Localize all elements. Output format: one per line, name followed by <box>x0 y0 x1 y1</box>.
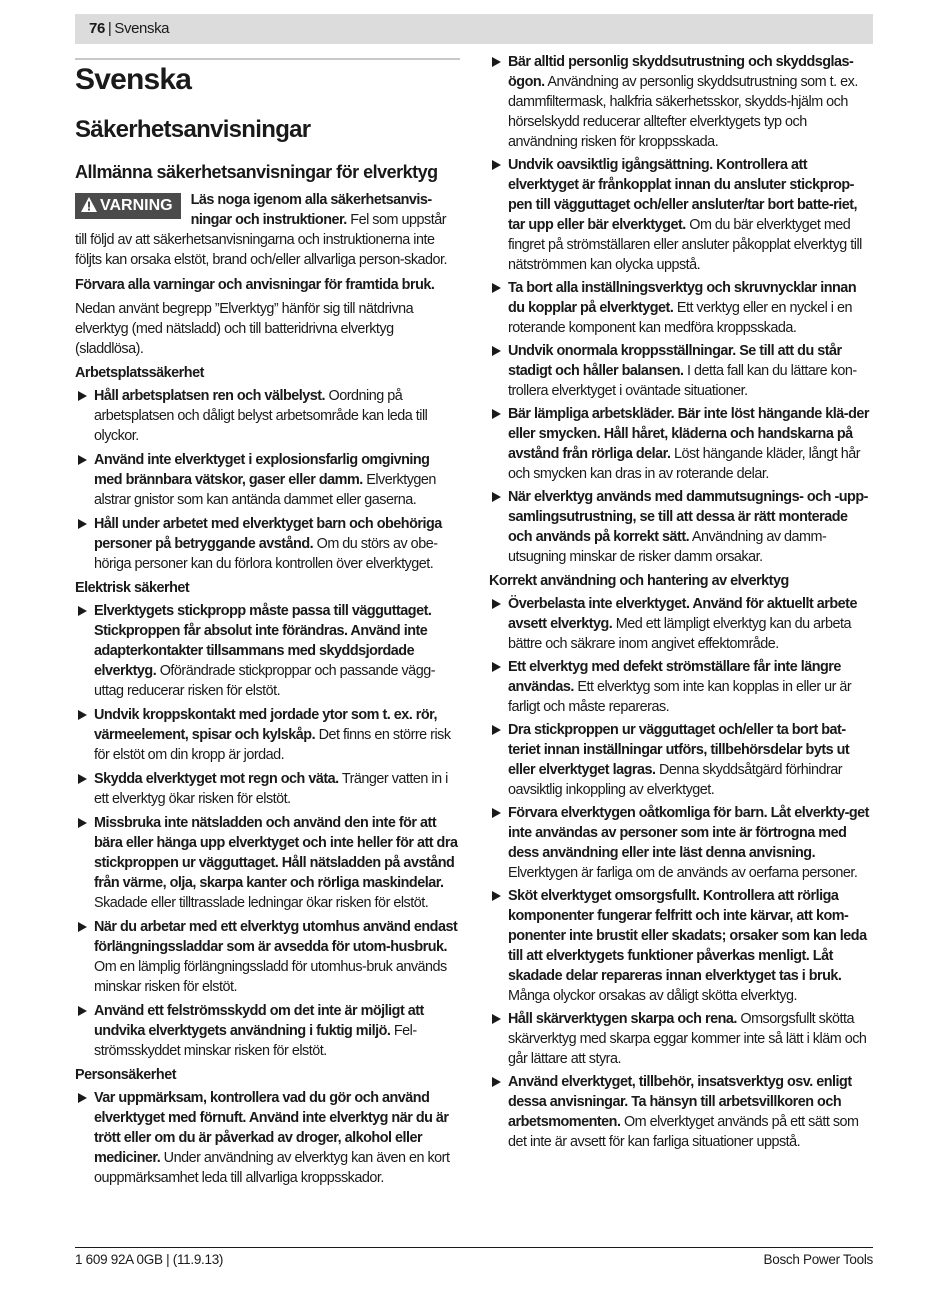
workplace-title: Arbetsplatssäkerhet <box>75 365 204 381</box>
item-bold: Överbelasta inte elverktyget. Använd för aktuellt arbete avsett elverktyg. <box>508 596 857 632</box>
item-bold: Sköt elverktyget omsorgsfullt. Kontrollera att rörliga komponenter fungerar felfritt och inte kärvar, att kom-ponenter inte brustit eller skadats; orsaker som kan leda till att elverktygets funktioner påverkas menligt. Låt skadade delar repareras innan elverktyget tas i bruk. <box>508 888 867 984</box>
electrical-title: Elektrisk säkerhet <box>75 580 190 596</box>
item-bold: Missbruka inte nätsladden och använd den inte för att bära eller hänga upp elverktyget och inte heller för att dra stickproppen ur vägguttaget. Håll nätsladden på avstånd från värme, olja, skarpa kanter och rörliga maskindelar. <box>94 815 458 891</box>
list-item <box>489 886 875 1006</box>
bullet-arrow-icon <box>78 606 87 616</box>
bullet-arrow-icon <box>492 283 501 293</box>
item-text: Oordning på arbetsplatsen och dåligt belyst arbetsområde kan leda till olyckor. <box>94 388 428 444</box>
bullet-arrow-icon <box>492 1077 501 1087</box>
item-text: Omsorgsfullt skötta skärverktyg med skarpa eggar kommer inte så lätt i kläm och går lättare att styra. <box>508 1011 867 1067</box>
item-bold: Dra stickproppen ur vägguttaget och/eller ta bort bat-teriet innan inställningar utförs, tillbehörsdelar byts ut eller elverktyget lagras. <box>508 722 850 778</box>
footer-rule <box>75 1247 873 1248</box>
item-text: Ett verktyg eller en nyckel i en roterande komponent kan medföra kroppsskada. <box>508 300 853 336</box>
bullet-arrow-icon <box>78 922 87 932</box>
bullet-arrow-icon <box>492 662 501 672</box>
bullet-arrow-icon <box>492 492 501 502</box>
list-item <box>489 341 875 401</box>
list-item <box>75 1001 460 1061</box>
bullet-arrow-icon <box>492 160 501 170</box>
item-text: Om elverktyget används på ett sätt som det inte är avsett för kan farliga situationer uppstå. <box>508 1114 859 1150</box>
bullet-arrow-icon <box>78 1093 87 1103</box>
item-text: Skadade eller tilltrasslade ledningar ökar risken för elstöt. <box>94 895 429 911</box>
list-item <box>75 813 460 913</box>
definition-text: Nedan använt begrepp ”Elverktyg” hänför sig till nätdrivna elverktyg (med nätsladd) och till batteridrivna elverktyg (sladdlösa). <box>75 301 414 357</box>
list-item <box>75 769 460 809</box>
warning-body: Fel som uppstår till följd av att säkerhetsanvisningarna och instruktionerna inte följts kan orsaka elstöt, brand och/eller allvarliga person-skador. <box>75 212 448 268</box>
bullet-arrow-icon <box>78 774 87 784</box>
subsection-title: Allmänna säkerhetsanvisningar för elverktyg <box>75 162 438 182</box>
bullet-arrow-icon <box>78 519 87 529</box>
footer-doc-number: 1 609 92A 0GB | (11.9.13) <box>75 1252 224 1267</box>
header-separator: | <box>107 20 112 37</box>
list-item <box>75 705 460 765</box>
list-item <box>489 487 875 567</box>
item-text: Tränger vatten in i ett elverktyg ökar risken för elstöt. <box>94 771 448 807</box>
item-bold: Förvara elverktygen oåtkomliga för barn. Låt elverkty-get inte användas av personer som inte är förtrogna med dess användning eller inte läst denna anvisning. <box>508 805 869 861</box>
list-item <box>75 386 460 446</box>
list-item <box>75 601 460 701</box>
item-text: Fel-strömsskyddet minskar risken för elstöt. <box>94 1023 417 1059</box>
item-text: Denna skyddsåtgärd förhindrar oavsiktlig inkoppling av elverktyget. <box>508 762 843 798</box>
item-bold: Skydda elverktyget mot regn och väta. <box>94 771 339 787</box>
list-item <box>489 720 875 800</box>
page-number: 76 <box>89 20 105 37</box>
item-bold: Var uppmärksam, kontrollera vad du gör och använd elverktyget med förnuft. Använd inte elverktyg när du är trött eller om du är påverkad av droger, alkohol eller mediciner. <box>94 1090 449 1166</box>
item-bold: Använd elverktyget, tillbehör, insatsverktyg osv. enligt dessa anvisningar. Ta hänsyn till arbetsvillkoren och arbetsmomenten. <box>508 1074 852 1130</box>
bullet-arrow-icon <box>78 1006 87 1016</box>
list-item <box>489 1009 875 1069</box>
bullet-arrow-icon <box>492 409 501 419</box>
bullet-arrow-icon <box>492 346 501 356</box>
warning-triangle-icon <box>81 197 97 212</box>
item-bold: Håll under arbetet med elverktyget barn och obehöriga personer på betryggande avstånd. <box>94 516 442 552</box>
list-item <box>489 52 875 152</box>
item-bold: Håll skärverktygen skarpa och rena. <box>508 1011 737 1027</box>
page-title: Svenska <box>75 63 192 96</box>
list-item <box>489 278 875 338</box>
item-bold: Elverktygets stickpropp måste passa till vägguttaget. Stickproppen får absolut inte förändras. Använd inte adapterkontakter tillsammans med skyddsjordade elverktyg. <box>94 603 432 679</box>
item-text: Om en lämplig förlängningssladd för utomhus-bruk används minskar risken för elstöt. <box>94 959 447 995</box>
warning-bold: Läs noga igenom alla säkerhetsanvis-ningar och instruktioner. <box>190 192 432 228</box>
item-text: Om du bär elverktyget med fingret på strömställaren eller ansluter påkopplat elverktyg till nätströmmen kan olycka uppstå. <box>508 217 862 273</box>
item-text: Elverktygen alstrar gnistor som kan antända dammet eller gaserna. <box>94 472 436 508</box>
item-text: Om du störs av obe-höriga personer kan du förlora kontrollen över elverktyget. <box>94 536 438 572</box>
item-bold: Håll arbetsplatsen ren och välbelyst. <box>94 388 326 404</box>
usage-title: Korrekt användning och hantering av elverktyg <box>489 573 789 589</box>
keep-instructions: Förvara alla varningar och anvisningar för framtida bruk. <box>75 277 435 293</box>
item-text: Användning av personlig skyddsutrustning som t. ex. dammfiltermask, halkfria säkerhetsskor, skydds-hjälm och hörselskydd reducerar alltefter elverktygets typ och användning risken för kroppsskada. <box>508 74 858 150</box>
item-text: Med ett lämpligt elverktyg kan du arbeta bättre och säkrare inom angivet effektområde. <box>508 616 851 652</box>
bullet-arrow-icon <box>492 808 501 818</box>
bullet-arrow-icon <box>492 725 501 735</box>
warning-block <box>75 190 460 270</box>
bullet-arrow-icon <box>78 455 87 465</box>
list-item <box>489 404 875 484</box>
item-bold: När elverktyg används med dammutsugnings- och -upp-samlingsutrustning, se till att dessa är rätt monterade och används på korrekt sätt. <box>508 489 868 545</box>
item-text: Elverktygen är farliga om de används av oerfarna personer. <box>508 865 858 881</box>
title-rule <box>75 58 460 60</box>
item-bold: Undvik oavsiktlig igångsättning. Kontrollera att elverktyget är frånkopplat innan du ansluter stickprop-pen till vägguttaget och/eller ansluter/tar bort batte-riet, tar upp eller bär elverktyget. <box>508 157 858 233</box>
item-bold: Bär alltid personlig skyddsutrustning och skyddsglas-ögon. <box>508 54 854 90</box>
warning-badge <box>75 193 181 219</box>
page-header <box>75 14 873 44</box>
item-text: Användning av damm-utsugning minskar de risker damm orsakar. <box>508 529 827 565</box>
section-title: Säkerhetsanvisningar <box>75 116 311 143</box>
item-text: Oförändrade stickproppar och passande vägg-uttag reducerar risken för elstöt. <box>94 663 435 699</box>
item-bold: Ett elverktyg med defekt strömställare får inte längre användas. <box>508 659 841 695</box>
bullet-arrow-icon <box>78 710 87 720</box>
list-item <box>489 155 875 275</box>
item-bold: Ta bort alla inställningsverktyg och skruvnycklar innan du kopplar på elverktyget. <box>508 280 857 316</box>
item-bold: Bär lämpliga arbetskläder. Bär inte löst hängande klä-der eller smycken. Håll håret, kläderna och handskarna på avstånd från rörliga delar. <box>508 406 869 462</box>
item-text: I detta fall kan du lättare kon-trollera elverktyget i oväntade situationer. <box>508 363 857 399</box>
list-item <box>75 1088 460 1188</box>
item-text: Löst hängande kläder, långt hår och smycken kan dras in av roterande delar. <box>508 446 861 482</box>
item-text: Många olyckor orsakas av dåligt skötta elverktyg. <box>508 988 798 1004</box>
bullet-arrow-icon <box>492 599 501 609</box>
bullet-arrow-icon <box>492 891 501 901</box>
item-bold: Undvik onormala kroppsställningar. Se till att du står stadigt och håller balansen. <box>508 343 842 379</box>
item-text: Ett elverktyg som inte kan kopplas in eller ur är farligt och måste repareras. <box>508 679 852 715</box>
list-item <box>489 594 875 654</box>
list-item <box>75 917 460 997</box>
item-bold: Använd inte elverktyget i explosionsfarlig omgivning med brännbara vätskor, gaser eller damm. <box>94 452 430 488</box>
right-column <box>489 52 875 1152</box>
list-item <box>489 1072 875 1152</box>
left-column <box>75 190 460 1188</box>
list-item <box>75 450 460 510</box>
item-bold: När du arbetar med ett elverktyg utomhus använd endast förlängningssladdar som är avsedda för utom-husbruk. <box>94 919 458 955</box>
item-text: Det finns en större risk för elstöt om din kropp är jordad. <box>94 727 451 763</box>
personal-title: Personsäkerhet <box>75 1067 176 1083</box>
bullet-arrow-icon <box>492 57 501 67</box>
bullet-arrow-icon <box>78 391 87 401</box>
bullet-arrow-icon <box>492 1014 501 1024</box>
list-item <box>489 803 875 883</box>
item-bold: Använd ett felströmsskydd om det inte är möjligt att undvika elverktygets användning i fuktig miljö. <box>94 1003 424 1039</box>
item-bold: Undvik kroppskontakt med jordade ytor som t. ex. rör, värmeelement, spisar och kylskåp. <box>94 707 437 743</box>
header-language: Svenska <box>114 20 170 37</box>
list-item <box>489 657 875 717</box>
item-text: Under användning av elverktyg kan även en kort ouppmärksamhet leda till allvarliga kroppsskador. <box>94 1150 450 1186</box>
footer-brand: Bosch Power Tools <box>763 1252 873 1267</box>
bullet-arrow-icon <box>78 818 87 828</box>
warning-badge-label: VARNING <box>100 197 173 214</box>
list-item <box>75 514 460 574</box>
